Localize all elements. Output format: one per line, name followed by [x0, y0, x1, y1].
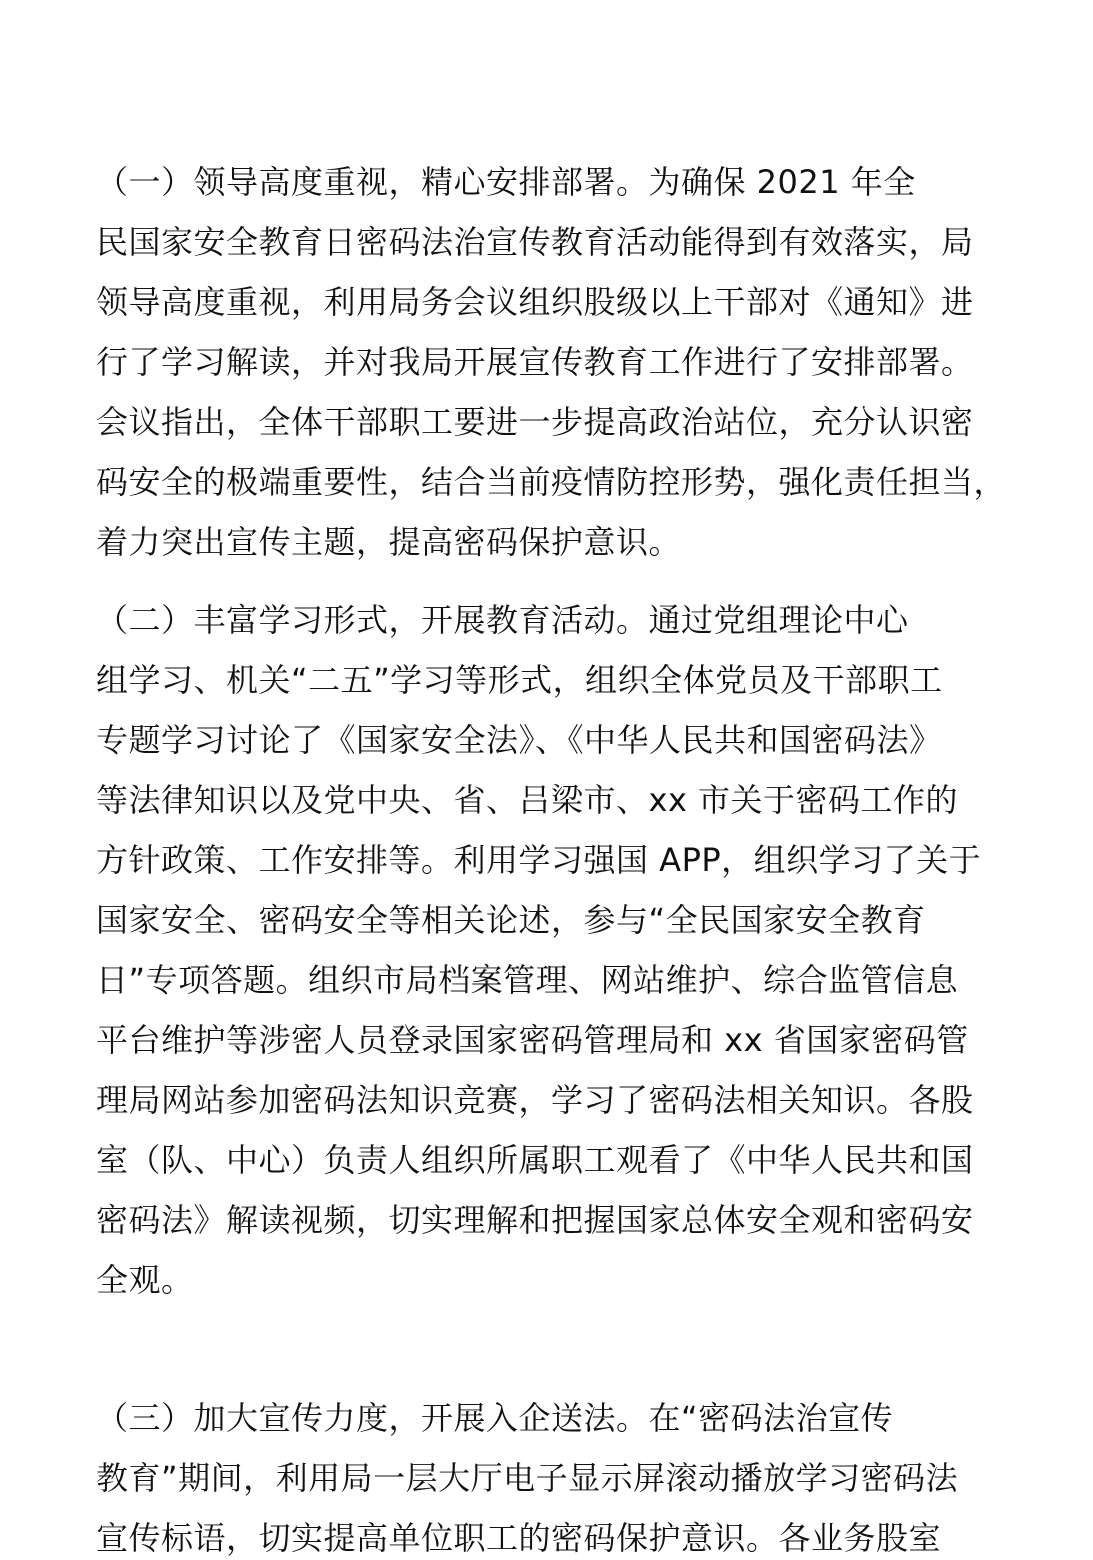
paragraph-2-line-12: 全观。: [96, 1261, 194, 1299]
paragraph-3-line-3: 宣传标语，切实提高单位职工的密码保护意识。各业务股室: [96, 1519, 942, 1557]
paragraph-2-line-1: （二）丰富学习形式，开展教育活动。通过党组理论中心: [96, 601, 909, 639]
paragraph-3-line-2: 教育”期间，利用局一层大厅电子显示屏滚动播放学习密码法: [96, 1459, 959, 1497]
paragraph-2-line-10: 室（队、中心）负责人组织所属职工观看了《中华人民共和国: [96, 1141, 974, 1179]
paragraph-2-line-3: 专题学习讨论了《国家安全法》、《中华人民共和国密码法》: [96, 721, 942, 759]
paragraph-1-line-5: 会议指出，全体干部职工要进一步提高政治站位，充分认识密: [96, 403, 974, 441]
paragraph-1-line-6: 码安全的极端重要性，结合当前疫情防控形势，强化责任担当，: [96, 463, 1007, 501]
paragraph-2-line-2: 组学习、机关“二五”学习等形式，组织全体党员及干部职工: [96, 661, 943, 699]
paragraph-2-line-8: 平台维护等涉密人员登录国家密码管理局和 xx 省国家密码管: [96, 1021, 969, 1059]
paragraph-2-line-11: 密码法》解读视频，切实理解和把握国家总体安全观和密码安: [96, 1201, 974, 1239]
paragraph-1-line-3: 领导高度重视，利用局务会议组织股级以上干部对《通知》进: [96, 283, 974, 321]
paragraph-2-line-9: 理局网站参加密码法知识竞赛，学习了密码法相关知识。各股: [96, 1081, 974, 1119]
paragraph-2-line-6: 国家安全、密码安全等相关论述，参与“全民国家安全教育: [96, 901, 926, 939]
paragraph-1-line-4: 行了学习解读，并对我局开展宣传教育工作进行了安排部署。: [96, 343, 974, 381]
paragraph-1-line-2: 民国家安全教育日密码法治宣传教育活动能得到有效落实，局: [96, 223, 974, 261]
paragraph-2-line-4: 等法律知识以及党中央、省、吕梁市、xx 市关于密码工作的: [96, 781, 959, 819]
paragraph-1-line-1: （一）领导高度重视，精心安排部署。为确保 2021 年全: [96, 163, 916, 201]
paragraph-1-line-7: 着力突出宣传主题，提高密码保护意识。: [96, 523, 682, 561]
paragraph-2-line-7: 日”专项答题。组织市局档案管理、网站维护、综合监管信息: [96, 961, 959, 999]
paragraph-2-line-5: 方针政策、工作安排等。利用学习强国 APP，组织学习了关于: [96, 841, 982, 879]
paragraph-3-line-1: （三）加大宣传力度，开展入企送法。在“密码法治宣传: [96, 1399, 894, 1437]
